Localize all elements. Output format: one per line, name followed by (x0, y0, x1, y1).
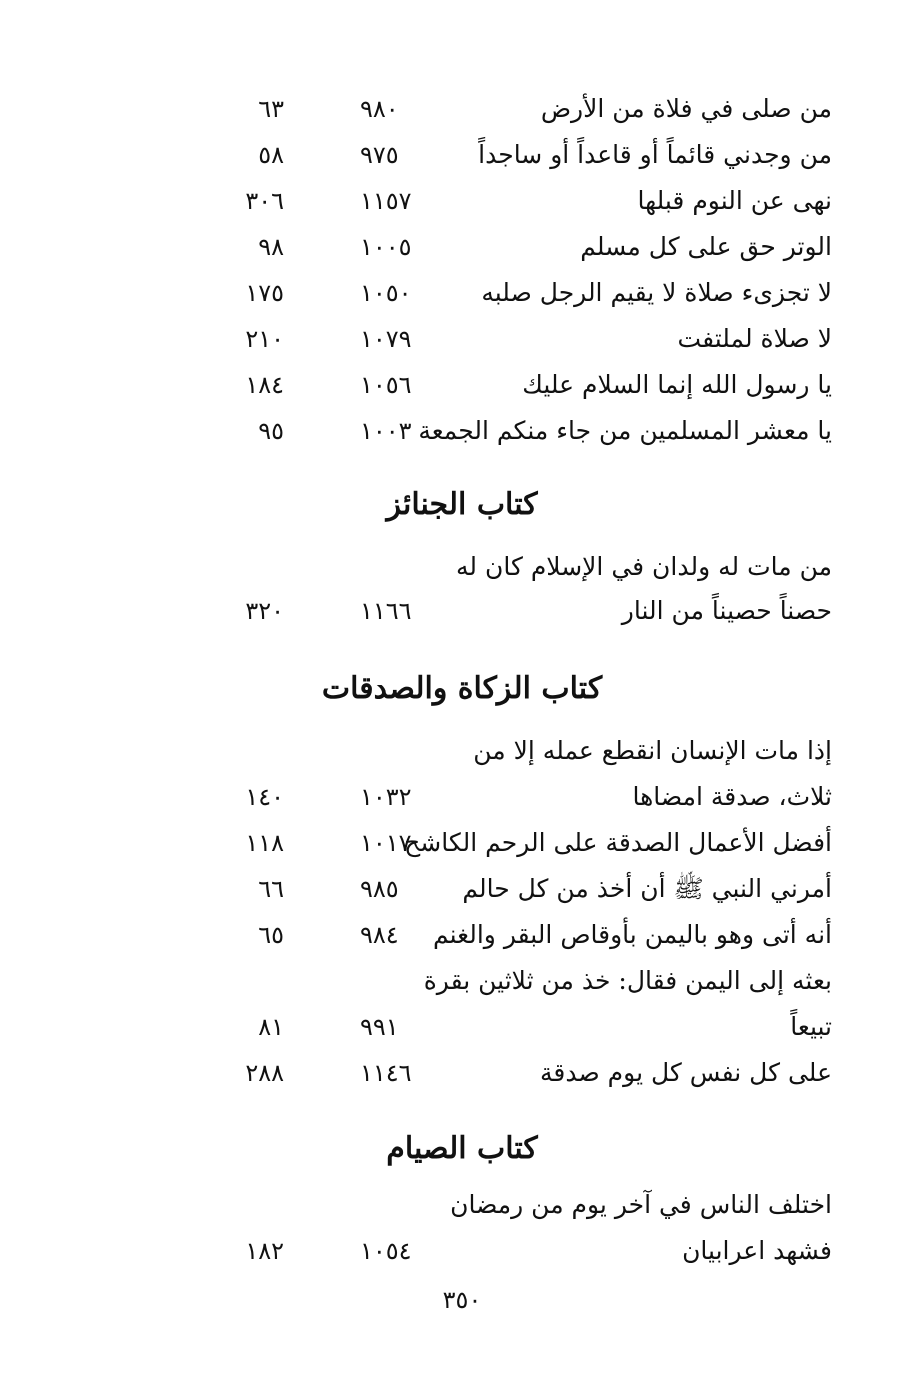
index-entry (0, 1228, 924, 1274)
entry-hadith-number: ١٠١٧ (360, 829, 412, 857)
entry-page-number: ١٨٢ (245, 1237, 284, 1265)
entry-hadith-number: ١٠٥٦ (360, 371, 412, 399)
entry-text: أمرني النبي ﷺ أن أخذ من كل حالم (462, 874, 832, 903)
entry-text: نهى عن النوم قبلها (637, 186, 832, 215)
entry-text: لا صلاة لملتفت (677, 324, 832, 353)
entry-hadith-number: ١٠٠٥ (360, 233, 412, 261)
index-entry (0, 362, 924, 408)
section-heading-siyam: كتاب الصيام (386, 1131, 538, 1166)
index-entry (0, 774, 924, 820)
entry-text: على كل نفس كل يوم صدقة (540, 1058, 832, 1087)
index-entry (0, 270, 924, 316)
entry-hadith-number: ٩٧٥ (360, 141, 399, 169)
entry-hadith-number: ٩٩١ (360, 1013, 399, 1041)
entry-hadith-number: ٩٨٥ (360, 875, 399, 903)
entry-page-number: ١٨٤ (245, 371, 284, 399)
entry-hadith-number: ١٠٥٠ (360, 279, 412, 307)
entry-text: من صلى في فلاة من الأرض (540, 94, 832, 123)
index-entry (0, 1004, 924, 1050)
entry-text: من مات له ولدان في الإسلام كان له (456, 552, 832, 581)
index-entry (0, 224, 924, 270)
entry-page-number: ٢١٠ (245, 325, 284, 353)
index-entry (0, 1182, 924, 1228)
entry-text: ثلاث، صدقة امضاها (632, 782, 832, 811)
entry-text: يا معشر المسلمين من جاء منكم الجمعة (418, 416, 832, 445)
index-entry (0, 1050, 924, 1096)
index-entry (0, 820, 924, 866)
entry-text: إذا مات الإنسان انقطع عمله إلا من (473, 736, 832, 765)
entry-page-number: ٦٣ (258, 95, 284, 123)
entry-hadith-number: ١١٦٦ (360, 597, 412, 625)
index-entry (0, 958, 924, 1004)
entry-hadith-number: ٩٨٤ (360, 921, 399, 949)
section-heading-zakat: كتاب الزكاة والصدقات (321, 671, 603, 706)
entry-text: لا تجزىء صلاة لا يقيم الرجل صلبه (481, 278, 832, 307)
index-entry (0, 178, 924, 224)
index-entry (0, 588, 924, 634)
entry-text: الوتر حق على كل مسلم (580, 232, 832, 261)
entry-text: بعثه إلى اليمن فقال: خذ من ثلاثين بقرة (423, 966, 832, 995)
entry-hadith-number: ١٠٧٩ (360, 325, 412, 353)
entry-text: اختلف الناس في آخر يوم من رمضان (450, 1190, 832, 1219)
index-entry (0, 728, 924, 774)
entry-hadith-number: ١٠٥٤ (360, 1237, 412, 1265)
entry-page-number: ٨١ (258, 1013, 284, 1041)
entry-page-number: ١٤٠ (245, 783, 284, 811)
entry-text: حصناً حصيناً من النار (621, 596, 832, 625)
index-entry (0, 316, 924, 362)
entry-text: فشهد اعرابيان (682, 1236, 832, 1265)
entry-text: تبيعاً (790, 1012, 832, 1041)
entry-page-number: ١١٨ (245, 829, 284, 857)
entry-page-number: ١٧٥ (245, 279, 284, 307)
entry-text: من وجدني قائماً أو قاعداً أو ساجداً (478, 140, 832, 169)
index-entry (0, 912, 924, 958)
entry-page-number: ٥٨ (258, 141, 284, 169)
section-heading-janaiz: كتاب الجنائز (386, 487, 538, 522)
entry-page-number: ٦٦ (258, 875, 284, 903)
index-entry (0, 408, 924, 454)
entry-hadith-number: ١١٥٧ (360, 187, 412, 215)
index-entry (0, 86, 924, 132)
index-entry (0, 544, 924, 590)
entry-hadith-number: ١٠٣٢ (360, 783, 412, 811)
entry-hadith-number: ١١٤٦ (360, 1059, 412, 1087)
index-entry (0, 866, 924, 912)
entry-page-number: ٢٨٨ (245, 1059, 284, 1087)
entry-page-number: ٣٢٠ (245, 597, 284, 625)
entry-page-number: ٩٥ (258, 417, 284, 445)
entry-text: أنه أتى وهو باليمن بأوقاص البقر والغنم (433, 920, 832, 949)
entry-page-number: ٦٥ (258, 921, 284, 949)
page-number: ٣٥٠ (442, 1286, 482, 1314)
entry-hadith-number: ١٠٠٣ (360, 417, 412, 445)
entry-text: يا رسول الله إنما السلام عليك (522, 370, 832, 399)
entry-page-number: ٣٠٦ (245, 187, 284, 215)
entry-hadith-number: ٩٨٠ (360, 95, 399, 123)
index-entry (0, 132, 924, 178)
entry-text: أفضل الأعمال الصدقة على الرحم الكاشح (404, 828, 832, 857)
entry-page-number: ٩٨ (258, 233, 284, 261)
